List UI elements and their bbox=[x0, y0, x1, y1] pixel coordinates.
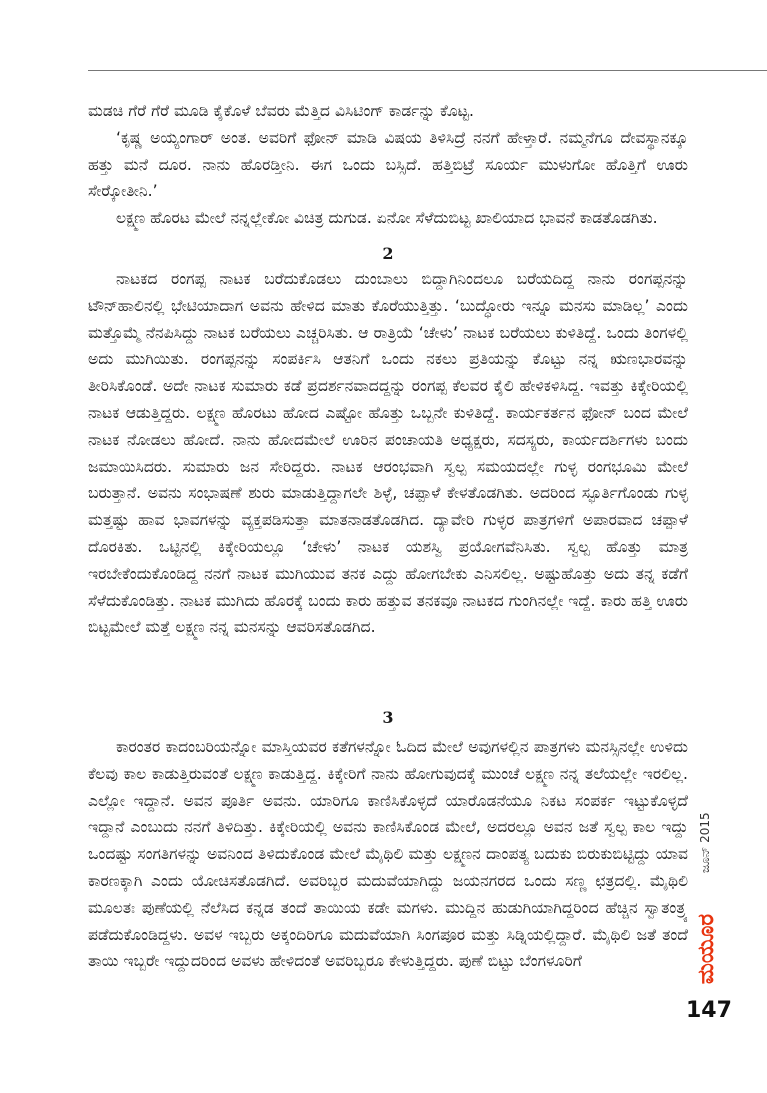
issue-date: ಜೂನ್ 2015 bbox=[698, 812, 712, 873]
page-number: 147 bbox=[686, 998, 732, 1023]
section-number: 2 bbox=[382, 244, 394, 263]
paragraph: ಲಕ್ಷ್ಮಣ ಹೊರಟ ಮೇಲೆ ನನ್ನಲ್ಲೇಕೋ ವಿಚಿತ್ರ ದುಗುಡ. ಏನೋ ಸೆಳೆದುಬಿಟ್ಟ ಖಾಲಿಯಾದ ಭಾವನೆ ಕಾಡತೊಡಗಿತು. bbox=[116, 209, 658, 228]
paragraph: ಮಡಚಿ ಗೆರೆ ಗೆರೆ ಮೂಡಿ ಕೈಕೊಳೆ ಬೆವರು ಮೆತ್ತಿದ ವಿಸಿಟಿಂಗ್ ಕಾರ್ಡನ್ನು ಕೊಟ್ಟ. bbox=[88, 102, 474, 120]
section-3 bbox=[88, 734, 688, 975]
paragraph: ಕಾರಂತರ ಕಾದಂಬರಿಯನ್ನೋ ಮಾಸ್ತಿಯವರ ಕತೆಗಳನ್ನೋ ಓದಿದ ಮೇಲೆ ಅವುಗಳಲ್ಲಿನ ಪಾತ್ರಗಳು ಮನಸ್ಸಿನಲ್ಲೇ ಉಳಿದು ಕೆಲವು ಕಾಲ ಕಾಡುತ್ತಿರುವಂತೆ ಲಕ್ಷ್ಮಣ ಕಾಡುತ್ತಿದ್ದ. ಕಿಕ್ಕೇರಿಗೆ ನಾನು ಹೋಗುವುದಕ್ಕೆ ಮುಂಚೆ ಲಕ್ಷ್ಮಣ ನನ್ನ ತಲೆಯಲ್ಲೇ ಇರಲಿಲ್ಲ. ಎಲ್ಲೋ ಇದ್ದಾನೆ. ಅವನ ಪೂರ್ತಿ ಅವನು. ಯಾರಿಗೂ ಕಾಣಿಸಿಕೊಳ್ಳದೆ ಯಾರೊಡನೆಯೂ ನಿಕಟ ಸಂಪರ್ಕ ಇಟ್ಟುಕೊಳ್ಳದೆ ಇದ್ದಾನೆ ಎಂಬುದು ನನಗೆ ತಿಳಿದಿತ್ತು. ಕಿಕ್ಕೇರಿಯಲ್ಲಿ ಅವನು ಕಾಣಿಸಿಕೊಂಡ ಮೇಲೆ, ಅದರಲ್ಲೂ ಅವನ ಜತೆ ಸ್ವಲ್ಪ ಕಾಲ ಇದ್ದು ಒಂದಷ್ಟು ಸಂಗತಿಗಳನ್ನು ಅವನಿಂದ ತಿಳಿದುಕೊಂಡ ಮೇಲೆ ಮೈಥಿಲಿ ಮತ್ತು ಲಕ್ಷ್ಮಣನ ದಾಂಪತ್ಯ ಬದುಕು ಬಿರುಕುಬಿಟ್ಟಿದ್ದು ಯಾವ ಕಾರಣಕ್ಕಾಗಿ ಎಂದು ಯೋಚಿಸತೊಡಗಿದೆ. ಅವರಿಬ್ಬರ ಮದುವೆಯಾಗಿದ್ದು ಜಯನಗರದ ಒಂದು ಸಣ್ಣ ಛತ್ರದಲ್ಲಿ. ಮೈಥಿಲಿ ಮೂಲತಃ ಪುಣೆಯಲ್ಲಿ ನೆಲೆಸಿದ ಕನ್ನಡ ತಂದೆ ತಾಯಿಯ ಕಡೇ ಮಗಳು. ಮುದ್ದಿನ ಹುಡುಗಿಯಾಗಿದ್ದರಿಂದ ಹೆಚ್ಚಿನ ಸ್ವಾತಂತ್ರ್ಯ ಪಡೆದುಕೊಂಡಿದ್ದಳು. ಅವಳ ಇಬ್ಬರು ಅಕ್ಕಂದಿರಿಗೂ ಮದುವೆಯಾಗಿ ಸಿಂಗಪೂರ ಮತ್ತು ಸಿಡ್ನಿಯಲ್ಲಿದ್ದಾರೆ. ಮೈಥಿಲಿ ಜತೆ ತಂದೆ ತಾಯಿ ಇಬ್ಬರೇ ಇದ್ದುದರಿಂದ ಅವಳು ಹೇಳಿದಂತೆ ಅವರಿಬ್ಬರೂ ಕೇಳುತ್ತಿದ್ದರು. ಪುಣೆ ಬಿಟ್ಟು ಬೆಂಗಳೂರಿಗೆ bbox=[88, 738, 688, 971]
header-rule bbox=[88, 70, 767, 71]
paragraph: ‘ಕೃಷ್ಣ ಅಯ್ಯಂಗಾರ್ ಅಂತ. ಅವರಿಗೆ ಫೋನ್ ಮಾಡಿ ವಿಷಯ ತಿಳಿಸಿದ್ರೆ ನನಗೆ ಹೇಳ್ತಾರೆ. ನಮ್ಮನೆಗೂ ದೇವಸ್ಥಾನಕ್ಕೂ ಹತ್ತು ಮನೆ ದೂರ. ನಾನು ಹೊರಡ್ತೀನಿ. ಈಗ ಒಂದು ಬಸ್ಸಿದೆ. ಹತ್ತಿಬಿಟ್ರೆ ಸೂರ್ಯ ಮುಳುಗೋ ಹೊತ್ತಿಗೆ ಊರು ಸೇರ್‍ಕೋತೀನಿ.’ bbox=[88, 128, 688, 201]
section-1 bbox=[88, 98, 688, 232]
magazine-logo bbox=[691, 895, 721, 1003]
section-2 bbox=[88, 266, 688, 641]
section-number: 3 bbox=[382, 708, 394, 727]
paragraph: ನಾಟಕದ ರಂಗಪ್ಪ ನಾಟಕ ಬರೆದುಕೊಡಲು ದುಂಬಾಲು ಬಿದ್ದಾಗಿನಿಂದಲೂ ಬರೆಯದಿದ್ದ ನಾನು ರಂಗಪ್ಪನನ್ನು ಟೌನ್‌ಹಾಲಿನಲ್ಲಿ ಭೇಟಿಯಾದಾಗ ಅವನು ಹೇಳಿದ ಮಾತು ಕೊರೆಯುತ್ತಿತ್ತು. ‘ಬುದ್ಧೋರು ಇನ್ನೂ ಮನಸು ಮಾಡಿಲ್ಲ’ ಎಂದು ಮತ್ತೊಮ್ಮೆ ನೆನಪಿಸಿದ್ದು ನಾಟಕ ಬರೆಯಲು ಎಚ್ಚರಿಸಿತು. ಆ ರಾತ್ರಿಯೆ ‘ಚೇಳು’ ನಾಟಕ ಬರೆಯಲು ಕುಳಿತಿದ್ದೆ. ಒಂದು ತಿಂಗಳಲ್ಲಿ ಅದು ಮುಗಿಯಿತು. ರಂಗಪ್ಪನನ್ನು ಸಂಪರ್ಕಿಸಿ ಆತನಿಗೆ ಒಂದು ನಕಲು ಪ್ರತಿಯನ್ನು ಕೊಟ್ಟು ನನ್ನ ಋಣಭಾರವನ್ನು ತೀರಿಸಿಕೊಂಡೆ. ಅದೇ ನಾಟಕ ಸುಮಾರು ಕಡೆ ಪ್ರದರ್ಶನವಾದದ್ದನ್ನು ರಂಗಪ್ಪ ಕೆಲವರ ಕೈಲಿ ಹೇಳಿಕಳಿಸಿದ್ದ. ಇವತ್ತು ಕಿಕ್ಕೇರಿಯಲ್ಲಿ ನಾಟಕ ಆಡುತ್ತಿದ್ದರು. ಲಕ್ಷ್ಮಣ ಹೊರಟು ಹೋದ ಎಷ್ಟೋ ಹೊತ್ತು ಒಬ್ಬನೇ ಕುಳಿತಿದ್ದೆ. ಕಾರ್ಯಕರ್ತನ ಫೋನ್ ಬಂದ ಮೇಲೆ ನಾಟಕ ನೋಡಲು ಹೋದೆ. ನಾನು ಹೋದಮೇಲೆ ಊರಿನ ಪಂಚಾಯತಿ ಅಧ್ಯಕ್ಷರು, ಸದಸ್ಯರು, ಕಾರ್ಯದರ್ಶಿಗಳು ಬಂದು ಜಮಾಯಿಸಿದರು. ಸುಮಾರು ಜನ ಸೇರಿದ್ದರು. ನಾಟಕ ಆರಂಭವಾಗಿ ಸ್ವಲ್ಪ ಸಮಯದಲ್ಲೇ ಗುಳ್ಳ ರಂಗಭೂಮಿ ಮೇಲೆ ಬರುತ್ತಾನೆ. ಅವನು ಸಂಭಾಷಣೆ ಶುರು ಮಾಡುತ್ತಿದ್ದಾಗಲೇ ಶಿಳ್ಳೆ, ಚಪ್ಪಾಳೆ ಕೇಳತೊಡಗಿತು. ಅದರಿಂದ ಸ್ಫೂರ್ತಿಗೊಂಡು ಗುಳ್ಳ ಮತ್ತಷ್ಟು ಹಾವ ಭಾವಗಳನ್ನು ವ್ಯಕ್ತಪಡಿಸುತ್ತಾ ಮಾತನಾಡತೊಡಗಿದ. ದ್ಯಾವೇರಿ ಗುಳ್ಳರ ಪಾತ್ರಗಳಿಗೆ ಅಪಾರವಾದ ಚಪ್ಪಾಳೆ ದೊರಕಿತು. ಒಟ್ಟಿನಲ್ಲಿ ಕಿಕ್ಕೇರಿಯಲ್ಲೂ ‘ಚೇಳು’ ನಾಟಕ ಯಶಸ್ವಿ ಪ್ರಯೋಗವೆನಿಸಿತು. ಸ್ವಲ್ಪ ಹೊತ್ತು ಮಾತ್ರ ಇರಬೇಕೆಂದುಕೊಂಡಿದ್ದ ನನಗೆ ನಾಟಕ ಮುಗಿಯುವ ತನಕ ಎದ್ದು ಹೋಗಬೇಕು ಎನಿಸಲಿಲ್ಲ. ಅಷ್ಟುಹೊತ್ತು ಅದು ತನ್ನ ಕಡೆಗೆ ಸೆಳೆದುಕೊಂಡಿತ್ತು. ನಾಟಕ ಮುಗಿದು ಹೊರಕ್ಕೆ ಬಂದು ಕಾರು ಹತ್ತುವ ತನಕವೂ ನಾಟಕದ ಗುಂಗಿನಲ್ಲೇ ಇದ್ದೆ. ಕಾರು ಹತ್ತಿ ಊರು ಬಿಟ್ಟಮೇಲೆ ಮತ್ತೆ ಲಕ್ಷ್ಮಣ ನನ್ನ ಮನಸನ್ನು ಆವರಿಸತೊಡಗಿದ. bbox=[88, 270, 689, 637]
logo-text: ಮಯೂರ bbox=[693, 913, 720, 985]
